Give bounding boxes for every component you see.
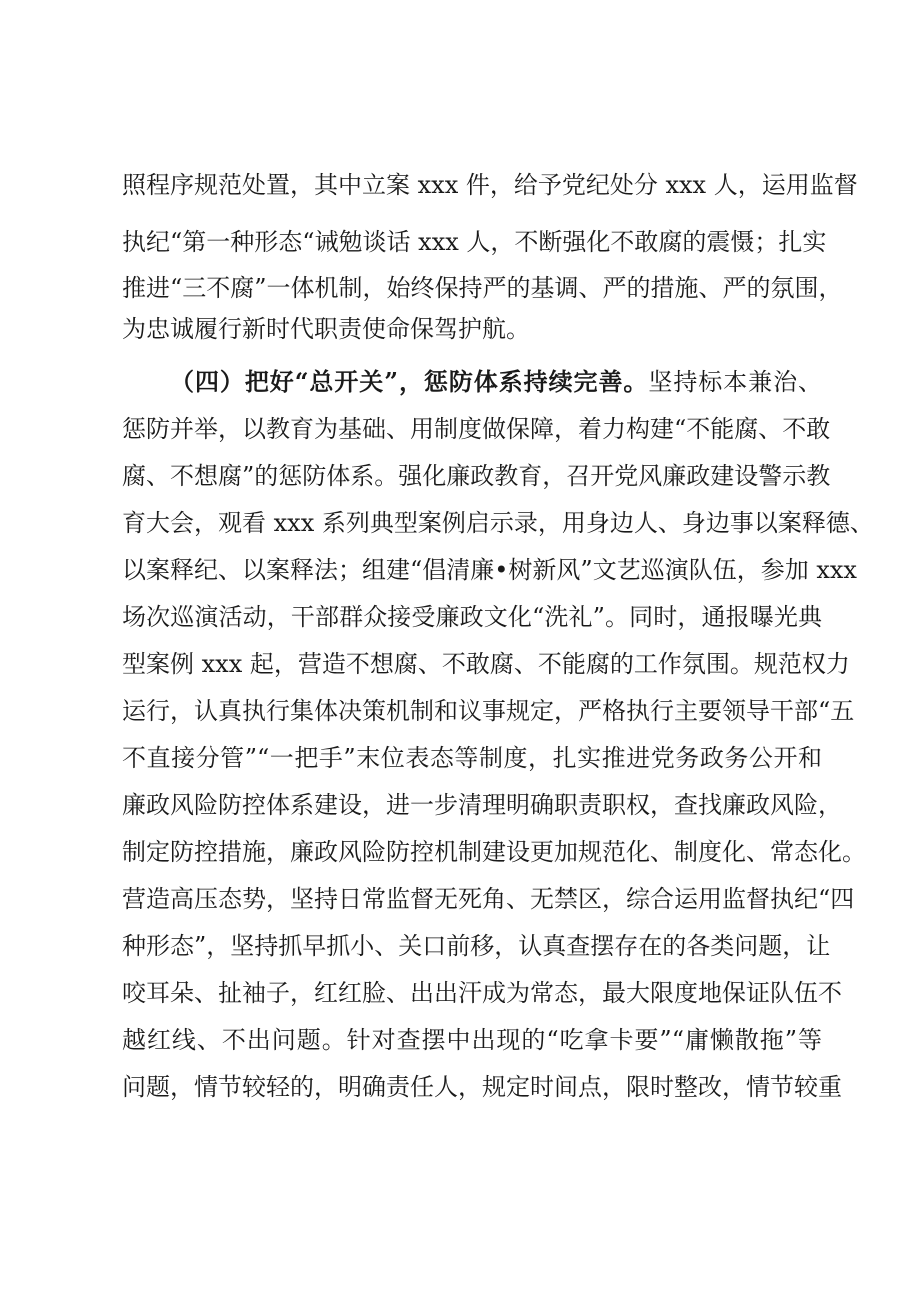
paragraph-line: 育大会，观看 xxx 系列典型案例启示录，用身边人、身边事以案释德、 [122,509,874,537]
paragraph-line: 种形态”，坚持抓早抓小、关口前移，认真查摆存在的各类问题，让 [122,932,831,960]
paragraph-line: 型案例 xxx 起，营造不想腐、不敢腐、不能腐的工作氛围。规范权力 [122,650,850,678]
paragraph-line: 场次巡演活动，干部群众接受廉政文化“洗礼”。同时，通报曝光典 [122,603,822,631]
paragraph-line: 惩防并举，以教育为基础、用制度做保障，着力构建“不能腐、不敢 [122,415,831,443]
paragraph-line: 以案释纪、以案释法；组建“倡清廉•树新风”文艺巡演队伍，参加 xxx [122,556,857,584]
paragraph-line: 为忠诚履行新时代职责使命保驾护航。 [122,315,530,343]
paragraph-line: 问题，情节较轻的，明确责任人，规定时间点，限时整改，情节较重 [122,1073,842,1101]
paragraph-line: 咬耳朵、扯袖子，红红脸、出出汗成为常态，最大限度地保证队伍不 [122,979,842,1007]
paragraph-line: 制定防控措施，廉政风险防控机制建设更加规范化、制度化、常态化。 [122,838,866,866]
paragraph-line: 照程序规范处置，其中立案 xxx 件，给予党纪处分 xxx 人，运用监督 [122,171,858,199]
paragraph-line: 推进“三不腐”一体机制，始终保持严的基调、严的措施、严的氛围， [122,274,843,302]
paragraph-line: 执纪“第一种形态“诫勉谈话 xxx 人，不断强化不敢腐的震慑；扎实 [122,228,827,256]
paragraph-text: 坚持标本兼治、 [648,368,823,396]
paragraph-line: 腐、不想腐”的惩防体系。强化廉政教育，召开党风廉政建设警示教 [122,462,831,490]
paragraph-line: 越红线、不出问题。针对查摆中出现的“吃拿卡要”“庸懒散拖”等 [122,1026,822,1054]
paragraph-line: 廉政风险防控体系建设，进一步清理明确职责职权，查找廉政风险， [122,791,842,819]
paragraph-line: 营造高压态势，坚持日常监督无死角、无禁区，综合运用监督执纪“四 [122,885,855,913]
paragraph-line: 运行，认真执行集体决策机制和议事规定，严格执行主要领导干部“五 [122,697,855,725]
section-heading: （四）把好“总开关”，惩防体系持续完善。 [170,367,649,396]
paragraph-line: 不直接分管”“一把手”末位表态等制度，扎实推进党务政务公开和 [122,744,822,772]
section-heading-line [170,366,822,398]
